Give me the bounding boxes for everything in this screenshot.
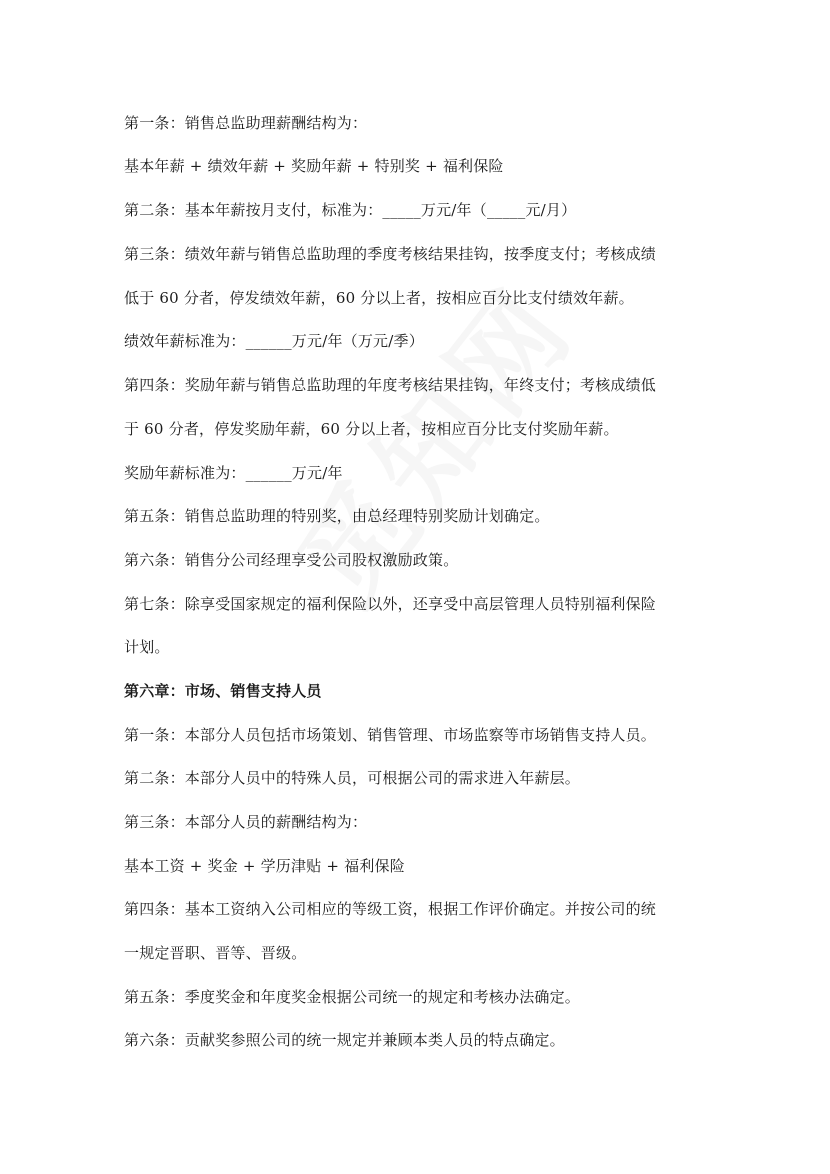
text-line: 第六条：贡献奖参照公司的统一规定并兼顾本类人员的特点确定。 [124, 1031, 565, 1049]
text-line: 第五条：季度奖金和年度奖金根据公司统一的规定和考核办法确定。 [124, 988, 581, 1006]
text-line: 第三条：绩效年薪与销售总监助理的季度考核结果挂钩，按季度支付；考核成绩 [124, 245, 657, 263]
text-line: 第一条：销售总监助理薪酬结构为： [124, 114, 368, 132]
text-line: 第二条：本部分人员中的特殊人员，可根据公司的需求进入年薪层。 [124, 769, 581, 787]
text-line: 第一条：本部分人员包括市场策划、销售管理、市场监察等市场销售支持人员。 [124, 726, 657, 744]
text-line: 一规定晋职、晋等、晋级。 [124, 944, 307, 962]
text-line: 绩效年薪标准为：______万元/年（万元/季） [124, 332, 424, 350]
text-line: 奖励年薪标准为：______万元/年 [124, 464, 343, 482]
text-line: 计划。 [124, 638, 170, 656]
text-line: 基本工资 + 奖金 + 学历津贴 + 福利保险 [124, 857, 405, 875]
chapter-heading: 第六章：市场、销售支持人员 [124, 682, 322, 700]
text-line: 第七条：除享受国家规定的福利保险以外，还享受中高层管理人员特别福利保险 [124, 595, 657, 613]
text-line: 第四条：奖励年薪与销售总监助理的年度考核结果挂钩，年终支付；考核成绩低 [124, 376, 657, 394]
text-line: 基本年薪 + 绩效年薪 + 奖励年薪 + 特别奖 + 福利保险 [124, 157, 504, 175]
text-line: 低于 60 分者，停发绩效年薪，60 分以上者，按相应百分比支付绩效年薪。 [124, 289, 634, 307]
text-line: 第五条：销售总监助理的特别奖，由总经理特别奖励计划确定。 [124, 507, 550, 525]
text-line: 于 60 分者，停发奖励年薪，60 分以上者，按相应百分比支付奖励年薪。 [124, 420, 619, 438]
text-line: 第六条：销售分公司经理享受公司股权激励政策。 [124, 551, 459, 569]
text-line: 第三条：本部分人员的薪酬结构为： [124, 813, 368, 831]
text-line: 第四条：基本工资纳入公司相应的等级工资，根据工作评价确定。并按公司的统 [124, 900, 657, 918]
text-line: 第二条：基本年薪按月支付，标准为：_____万元/年（_____元/月） [124, 201, 577, 219]
